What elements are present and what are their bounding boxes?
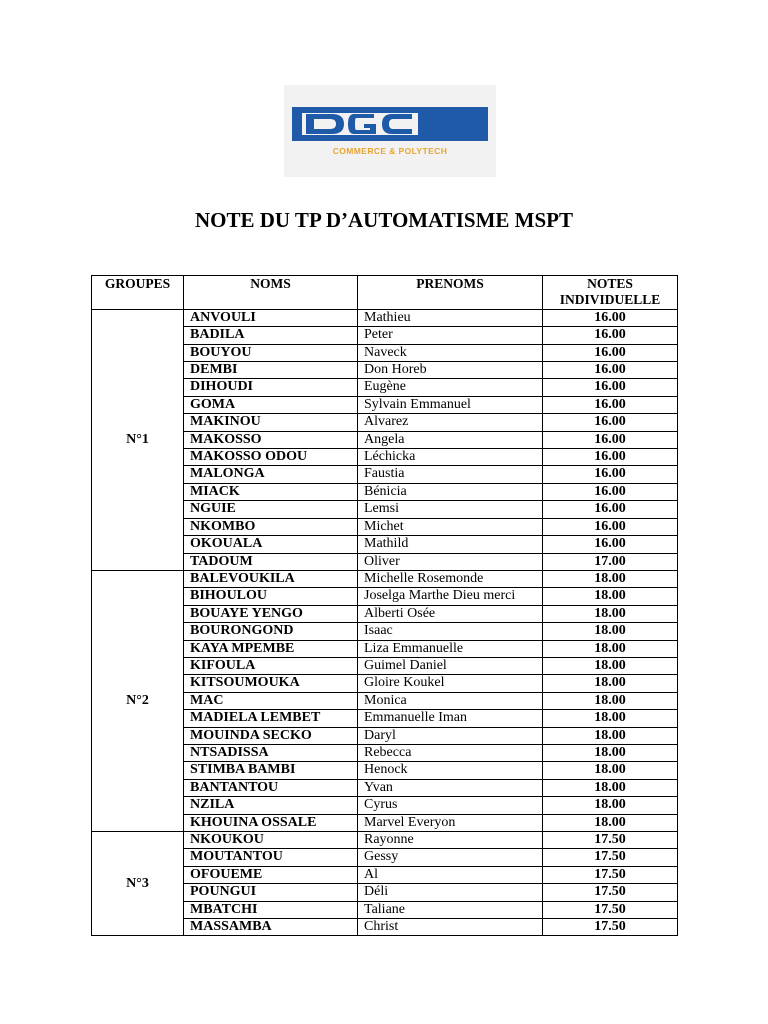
student-first-name: Gloire Koukel	[358, 675, 543, 692]
student-last-name: MALONGA	[184, 466, 358, 483]
table-row	[92, 309, 678, 326]
student-first-name: Eugène	[358, 379, 543, 396]
student-first-name: Faustia	[358, 466, 543, 483]
student-grade: 18.00	[543, 570, 678, 587]
group-label: N°3	[92, 832, 184, 936]
student-last-name: KHOUINA OSSALE	[184, 814, 358, 831]
student-first-name: Guimel Daniel	[358, 657, 543, 674]
student-last-name: KIFOULA	[184, 657, 358, 674]
student-last-name: MADIELA LEMBET	[184, 710, 358, 727]
student-last-name: NTSADISSA	[184, 744, 358, 761]
student-grade: 18.00	[543, 588, 678, 605]
student-last-name: NKOUKOU	[184, 832, 358, 849]
student-first-name: Henock	[358, 762, 543, 779]
header-groupes: GROUPES	[92, 276, 184, 310]
student-last-name: BALEVOUKILA	[184, 570, 358, 587]
student-grade: 16.00	[543, 449, 678, 466]
student-grade: 17.50	[543, 884, 678, 901]
group-label: N°2	[92, 570, 184, 831]
student-first-name: Liza Emmanuelle	[358, 640, 543, 657]
student-first-name: Joselga Marthe Dieu merci	[358, 588, 543, 605]
student-first-name: Mathild	[358, 536, 543, 553]
student-first-name: Cyrus	[358, 797, 543, 814]
student-grade: 16.00	[543, 466, 678, 483]
student-first-name: Al	[358, 866, 543, 883]
student-last-name: GOMA	[184, 396, 358, 413]
student-grade: 18.00	[543, 814, 678, 831]
student-first-name: Emmanuelle Iman	[358, 710, 543, 727]
student-first-name: Taliane	[358, 901, 543, 918]
student-grade: 18.00	[543, 657, 678, 674]
student-grade: 16.00	[543, 362, 678, 379]
student-last-name: NKOMBO	[184, 518, 358, 535]
document-title: NOTE DU TP D’AUTOMATISME MSPT	[194, 208, 574, 232]
student-last-name: MAKOSSO	[184, 431, 358, 448]
student-first-name: Bénicia	[358, 483, 543, 500]
student-first-name: Yvan	[358, 779, 543, 796]
student-grade: 18.00	[543, 692, 678, 709]
student-first-name: Rayonne	[358, 832, 543, 849]
student-first-name: Gessy	[358, 849, 543, 866]
student-grade: 16.00	[543, 396, 678, 413]
student-last-name: MAC	[184, 692, 358, 709]
student-grade: 18.00	[543, 605, 678, 622]
header-notes-line1: NOTES	[587, 276, 633, 291]
student-grade: 16.00	[543, 327, 678, 344]
student-first-name: Déli	[358, 884, 543, 901]
student-last-name: MASSAMBA	[184, 919, 358, 936]
student-first-name: Alvarez	[358, 414, 543, 431]
student-grade: 18.00	[543, 710, 678, 727]
student-first-name: Daryl	[358, 727, 543, 744]
student-first-name: Marvel Everyon	[358, 814, 543, 831]
student-grade: 16.00	[543, 501, 678, 518]
student-last-name: BOURONGOND	[184, 623, 358, 640]
student-grade: 16.00	[543, 483, 678, 500]
table-row	[92, 570, 678, 587]
student-last-name: TADOUM	[184, 553, 358, 570]
student-first-name: Angela	[358, 431, 543, 448]
header-notes	[543, 276, 678, 310]
student-first-name: Léchicka	[358, 449, 543, 466]
student-first-name: Christ	[358, 919, 543, 936]
student-first-name: Alberti Osée	[358, 605, 543, 622]
table-row	[92, 832, 678, 849]
student-first-name: Mathieu	[358, 309, 543, 326]
header-row	[92, 276, 678, 310]
student-first-name: Isaac	[358, 623, 543, 640]
student-first-name: Oliver	[358, 553, 543, 570]
student-grade: 16.00	[543, 518, 678, 535]
student-last-name: BADILA	[184, 327, 358, 344]
student-last-name: BIHOULOU	[184, 588, 358, 605]
student-first-name: Rebecca	[358, 744, 543, 761]
header-noms: NOMS	[184, 276, 358, 310]
student-last-name: BOUAYE YENGO	[184, 605, 358, 622]
student-first-name: Sylvain Emmanuel	[358, 396, 543, 413]
company-logo	[284, 85, 496, 177]
student-grade: 17.50	[543, 919, 678, 936]
student-last-name: BANTANTOU	[184, 779, 358, 796]
dgc-logo-mark	[292, 107, 488, 141]
header-prenoms: PRENOMS	[358, 276, 543, 310]
student-last-name: OKOUALA	[184, 536, 358, 553]
grades-body	[92, 309, 678, 936]
student-grade: 16.00	[543, 536, 678, 553]
student-last-name: STIMBA BAMBI	[184, 762, 358, 779]
student-last-name: NGUIE	[184, 501, 358, 518]
student-last-name: OFOUEME	[184, 866, 358, 883]
student-last-name: DEMBI	[184, 362, 358, 379]
student-grade: 18.00	[543, 797, 678, 814]
student-grade: 16.00	[543, 379, 678, 396]
student-grade: 17.50	[543, 849, 678, 866]
student-last-name: MIACK	[184, 483, 358, 500]
student-grade: 18.00	[543, 640, 678, 657]
student-grade: 18.00	[543, 744, 678, 761]
student-grade: 18.00	[543, 762, 678, 779]
student-grade: 18.00	[543, 779, 678, 796]
student-grade: 17.50	[543, 832, 678, 849]
student-first-name: Monica	[358, 692, 543, 709]
student-grade: 18.00	[543, 623, 678, 640]
student-last-name: ANVOULI	[184, 309, 358, 326]
student-grade: 16.00	[543, 414, 678, 431]
logo-tagline: COMMERCE & POLYTECH	[332, 146, 448, 156]
student-grade: 16.00	[543, 344, 678, 361]
student-first-name: Naveck	[358, 344, 543, 361]
student-last-name: MAKOSSO ODOU	[184, 449, 358, 466]
student-first-name: Lemsi	[358, 501, 543, 518]
header-notes-line2: INDIVIDUELLE	[559, 292, 661, 308]
student-first-name: Don Horeb	[358, 362, 543, 379]
student-last-name: DIHOUDI	[184, 379, 358, 396]
student-last-name: POUNGUI	[184, 884, 358, 901]
student-grade: 18.00	[543, 727, 678, 744]
student-first-name: Michelle Rosemonde	[358, 570, 543, 587]
student-grade: 17.00	[543, 553, 678, 570]
student-first-name: Peter	[358, 327, 543, 344]
student-grade: 18.00	[543, 675, 678, 692]
student-last-name: BOUYOU	[184, 344, 358, 361]
student-last-name: MBATCHI	[184, 901, 358, 918]
grades-table	[91, 275, 678, 936]
student-grade: 17.50	[543, 901, 678, 918]
student-last-name: KAYA MPEMBE	[184, 640, 358, 657]
student-last-name: MOUTANTOU	[184, 849, 358, 866]
student-grade: 16.00	[543, 431, 678, 448]
student-grade: 17.50	[543, 866, 678, 883]
student-grade: 16.00	[543, 309, 678, 326]
student-last-name: NZILA	[184, 797, 358, 814]
student-last-name: MOUINDA SECKO	[184, 727, 358, 744]
student-last-name: KITSOUMOUKA	[184, 675, 358, 692]
student-first-name: Michet	[358, 518, 543, 535]
student-last-name: MAKINOU	[184, 414, 358, 431]
group-label: N°1	[92, 309, 184, 570]
